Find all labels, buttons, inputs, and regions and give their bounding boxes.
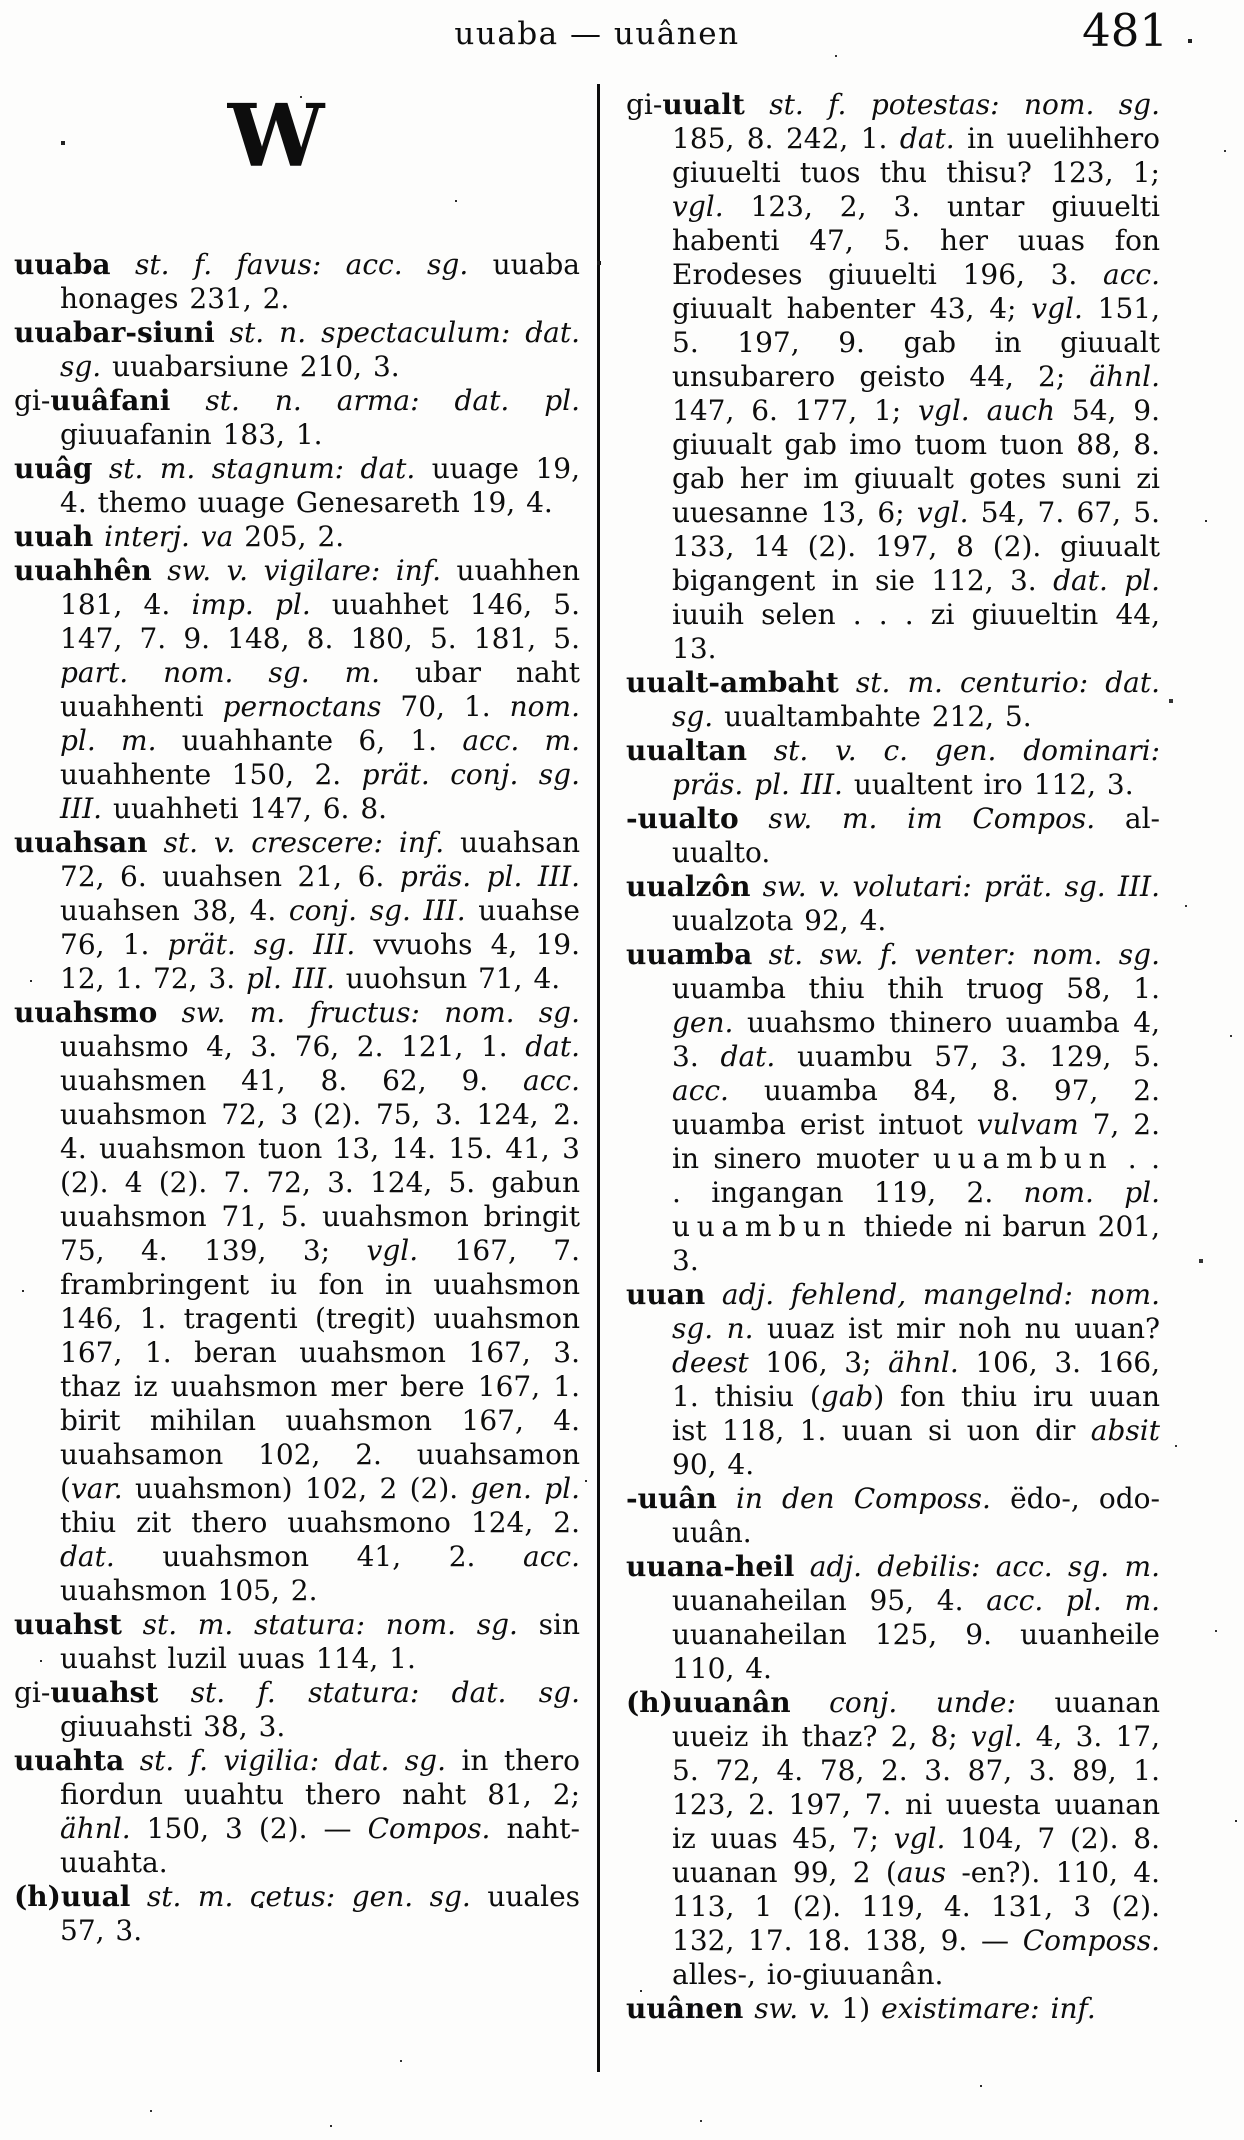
dictionary-entry — [626, 1550, 1160, 1686]
text-run: uuahhente 150, 2. — [60, 758, 362, 791]
text-run: st. f. potestas: nom. sg. — [744, 88, 1160, 121]
text-run: 7, 2. in sinero muoter — [672, 1108, 1160, 1175]
text-run: vgl. — [366, 1234, 419, 1267]
text-run: Compos. — [367, 1812, 491, 1845]
text-run: uuahsan 72, 6. uuahsen 21, 6. — [60, 826, 581, 893]
text-run: acc. — [1103, 258, 1160, 291]
dictionary-entry — [14, 1744, 580, 1880]
text-run: giuualt habenter 43, 4; — [672, 292, 1032, 325]
text-run: uuohsun 71, 4. — [334, 962, 561, 995]
headword: uuan — [626, 1278, 706, 1311]
text-run: thiu zit thero uuahsmono 124, 2. — [60, 1506, 580, 1539]
text-run: st. v. c. gen. dominari: präs. pl. III. — [672, 734, 1160, 801]
text-run: st. f. statura: dat. sg. — [158, 1676, 580, 1709]
text-run: uuabarsiune 210, 3. — [101, 350, 400, 383]
text-run: dat. — [899, 122, 955, 155]
text-run: nom. pl. — [1023, 1176, 1160, 1209]
text-run: sw. v. vigilare: inf. — [151, 554, 442, 587]
headword: uuâfani — [50, 384, 171, 417]
text-run: sw. m. im Compos. — [738, 802, 1096, 835]
text-run: dat. — [525, 1030, 580, 1063]
text-run: 123, 2, 3. untar giuuelti habenti 47, 5. her uuas fon Erodeses giuuelti 196, 3. — [672, 190, 1160, 291]
text-run: st. sw. f. venter: nom. sg. — [752, 938, 1160, 971]
text-run: thiede ni barun 201, 3. — [672, 1210, 1160, 1277]
text-run: gab — [820, 1380, 874, 1413]
text-run: uuahhet 146, 5. 147, 7. 9. 148, 8. 180, 5. 181, 5. — [60, 588, 580, 655]
headword: uuâg — [14, 452, 93, 485]
text-run: uuahsmo 4, 3. 76, 2. 121, 1. — [60, 1030, 526, 1063]
text-run: adj. fehlend, mangelnd: nom. sg. n. — [672, 1278, 1160, 1345]
dictionary-entry — [14, 1608, 580, 1676]
text-run: 104, 7 (2). 8. uuanan 99, 2 ( — [672, 1822, 1160, 1889]
text-run: präs. pl. III. — [399, 860, 580, 893]
dictionary-entry — [14, 554, 580, 826]
dictionary-entry — [626, 870, 1160, 938]
dictionary-entry — [626, 1992, 1160, 2026]
headword: uuah — [14, 520, 94, 553]
text-run: uuambu 57, 3. 129, 5. — [775, 1040, 1160, 1073]
dictionary-entry — [14, 248, 580, 316]
text-run: uualtambahte 212, 5. — [713, 700, 1032, 733]
text-run: uuahhante 6, 1. — [156, 724, 463, 757]
text-run: acc. pl. m. — [986, 1584, 1161, 1617]
text-run: 54, 7. 67, 5. 133, 14 (2). 197, 8 (2). giuualt bigangent in sie 112, 3. — [672, 496, 1160, 597]
text-run: interj. va — [93, 520, 234, 553]
headword: -uuân — [626, 1482, 717, 1515]
text-run: pernoctans — [222, 690, 382, 723]
text-run: st. f. favus: acc. sg. — [110, 248, 469, 281]
text-run: uuamba thiu thih truog 58, 1. — [672, 972, 1160, 1005]
text-run: sin uuahst luzil uuas 114, 1. — [60, 1608, 580, 1675]
text-run: part. nom. sg. m. — [60, 656, 381, 689]
text-run: uuahsen 38, 4. — [60, 894, 289, 927]
text-run: uuaba honages 231, 2. — [60, 248, 580, 315]
text-run: uuambun — [672, 1210, 853, 1243]
headword: uuahst — [14, 1608, 122, 1641]
text-run: 90, 4. — [672, 1448, 755, 1481]
text-run: sw. m. fructus: nom. sg. — [157, 996, 580, 1029]
text-run: var. — [70, 1472, 123, 1505]
dictionary-entry — [626, 938, 1160, 1278]
headword: uuaba — [14, 248, 111, 281]
text-run: st. v. crescere: inf. — [147, 826, 445, 859]
text-run: 151, 5. 197, 9. gab in giuualt unsubarero geisto 44, 2; — [672, 292, 1160, 393]
text-run: deest — [672, 1346, 749, 1379]
text-run: existimare: inf. — [881, 1992, 1096, 2025]
text-run: ubar naht uuahhenti — [60, 656, 580, 723]
text-run: uuahsmo thinero uuamba 4, 3. — [672, 1006, 1160, 1073]
text-run: in den Composs. — [716, 1482, 991, 1515]
text-run: st. m. statura: nom. sg. — [121, 1608, 518, 1641]
dictionary-entry — [14, 1676, 580, 1744]
text-run: aus — [896, 1856, 946, 1889]
text-run: sw. v. volutari: prät. sg. III. — [750, 870, 1160, 903]
text-run: uuanaheilan 95, 4. — [672, 1584, 987, 1617]
text-run: st. n. spectaculum: dat. sg. — [60, 316, 580, 383]
text-run: uuanaheilan 125, 9. uuanheile 110, 4. — [672, 1618, 1160, 1685]
text-run: dat. — [60, 1540, 115, 1573]
text-run: in uuelihhero giuuelti tuos thu thisu? 123, 1; — [672, 122, 1160, 189]
text-run: 54, 9. giuualt gab imo tuom tuon 88, 8. gab her im giuualt gotes suni zi uuesanne 13, 6; — [672, 394, 1160, 529]
headword: uuana-heil — [626, 1550, 795, 1583]
text-run: giuuafanin 183, 1. — [60, 418, 323, 451]
headword: uuabar-siuni — [14, 316, 215, 349]
dictionary-entry — [14, 316, 580, 384]
running-title: uuaba — uuânen — [454, 16, 740, 52]
text-run: uuales 57, 3. — [60, 1880, 581, 1947]
text-run: 70, 1. — [381, 690, 510, 723]
text-run: vulvam — [976, 1108, 1079, 1141]
text-run: gi- — [14, 384, 51, 417]
text-run: uuamba 84, 8. 97, 2. uuamba erist intuot — [672, 1074, 1160, 1141]
text-run: vgl. auch — [918, 394, 1056, 427]
text-run: gen. — [672, 1006, 734, 1039]
text-run: uuambun — [933, 1142, 1114, 1175]
text-run: prät. conj. sg. III. — [60, 758, 580, 825]
text-run: uuahsmon 105, 2. — [60, 1574, 318, 1607]
text-run: acc. — [523, 1064, 580, 1097]
headword: uuahsan — [14, 826, 148, 859]
text-run: ähnl. — [1089, 360, 1160, 393]
text-run: 4, 3. 17, 5. 72, 4. 78, 2. 3. 87, 3. 89, 1. 123, 2. 197, 7. ni uuesta uuanan iz uuas 45, 7; — [672, 1720, 1160, 1855]
text-run: iuuih selen . . . zi giuueltin 44, 13. — [672, 598, 1160, 665]
dictionary-entry — [14, 996, 580, 1608]
text-run: pl. III. — [246, 962, 335, 995]
dictionary-entry — [626, 88, 1160, 666]
column-right — [626, 88, 1160, 2026]
text-run: gen. pl. — [470, 1472, 581, 1505]
text-run: uualzota 92, 4. — [672, 904, 887, 937]
text-run: 167, 7. frambringent iu fon in uuahsmon 146, 1. tragenti (tregit) uuahsmon 167, 1. beran uuahsmon 167, 3. thaz iz uuahsmon mer bere 167, 1. birit mihilan uuahsmon 167, 4. uuahsamon 102, 2. uuahsamon ( — [60, 1234, 580, 1505]
headword: uuamba — [626, 938, 753, 971]
dictionary-entry — [626, 1686, 1160, 1992]
text-run: st. m. stagnum: dat. — [92, 452, 416, 485]
headword: uualt-ambaht — [626, 666, 839, 699]
text-run: prät. sg. III. — [167, 928, 356, 961]
text-run: gi- — [626, 88, 663, 121]
text-run: al-uualto. — [672, 802, 1160, 869]
headword: (h)uual — [14, 1880, 131, 1913]
text-run: nom. pl. m. — [60, 690, 580, 757]
text-run: in thero fiordun uuahtu thero naht 81, 2; — [60, 1744, 580, 1811]
text-run: uualtent iro 112, 3. — [842, 768, 1134, 801]
text-run: vgl. — [893, 1822, 946, 1855]
dictionary-entry — [626, 1482, 1160, 1550]
text-run: acc. — [672, 1074, 729, 1107]
text-run: dat. — [720, 1040, 776, 1073]
text-run: 205, 2. — [233, 520, 345, 553]
dictionary-entry — [626, 666, 1160, 734]
text-run: ähnl. — [888, 1346, 959, 1379]
text-run: uuaz ist mir noh nu uuan? — [753, 1312, 1160, 1345]
text-run: uuahhen 181, 4. — [60, 554, 580, 621]
text-run: conj. sg. III. — [288, 894, 466, 927]
page-number: 481 — [1082, 4, 1168, 57]
text-run: naht-uuahta. — [60, 1812, 580, 1879]
dictionary-entry — [14, 520, 580, 554]
section-letter: W — [227, 86, 325, 187]
scan-noise-specks — [0, 0, 2, 2]
text-run: vgl. — [672, 190, 724, 223]
text-run: dat. pl. — [1053, 564, 1160, 597]
column-left — [14, 248, 580, 1948]
headword: uualzôn — [626, 870, 751, 903]
text-run: 106, 3; — [748, 1346, 889, 1379]
text-run: uuahse 76, 1. — [60, 894, 580, 961]
text-run: st. n. arma: dat. pl. — [170, 384, 580, 417]
text-run: uuage 19, 4. themo uuage Genesareth 19, 4. — [60, 452, 580, 519]
text-run: st. m. cetus: gen. sg. — [130, 1880, 471, 1913]
text-run: 147, 6. 177, 1; — [672, 394, 919, 427]
text-run: -en?). 110, 4. 113, 1 (2). 119, 4. 131, 3 (2). 132, 17. 18. 138, 9. — — [672, 1856, 1160, 1957]
text-run: 106, 3. 166, 1. thisiu ( — [672, 1346, 1160, 1413]
text-run: uuahsmon 72, 3 (2). 75, 3. 124, 2. 4. uuahsmon tuon 13, 14. 15. 41, 3 (2). 4 (2). 7. 72, 3. 124, 5. gabun uuahsmon 71, 5. uuahsmon bringit 75, 4. 139, 3; — [60, 1098, 580, 1267]
text-run: gi- — [14, 1676, 51, 1709]
text-run: 150, 3 (2). — — [130, 1812, 368, 1845]
dictionary-entry — [626, 1278, 1160, 1482]
text-run: conj. unde: — [790, 1686, 1016, 1719]
text-run: imp. pl. — [191, 588, 311, 621]
headword: uualtan — [626, 734, 747, 767]
text-run: vvuohs 4, 19. 12, 1. 72, 3. — [60, 928, 581, 995]
text-run: vgl. — [1031, 292, 1083, 325]
text-run: absit — [1090, 1414, 1160, 1447]
dictionary-entry — [626, 802, 1160, 870]
text-run: vgl. — [916, 496, 969, 529]
text-run: adj. debilis: acc. sg. m. — [794, 1550, 1160, 1583]
text-run: acc. m. — [462, 724, 581, 757]
text-run: vgl. — [970, 1720, 1023, 1753]
dictionary-entry — [14, 826, 580, 996]
text-run: uuahsmen 41, 8. 62, 9. — [60, 1064, 524, 1097]
headword: uualt — [662, 88, 745, 121]
text-run: 1) — [830, 1992, 882, 2025]
headword: (h)uuanân — [626, 1686, 791, 1719]
dictionary-entry — [14, 1880, 580, 1948]
text-run: ) fon thiu iru uuan ist 118, 1. uuan si uon dir — [672, 1380, 1161, 1447]
text-run: ähnl. — [60, 1812, 131, 1845]
headword: uuahhên — [14, 554, 152, 587]
headword: -uualto — [626, 802, 739, 835]
dictionary-entry — [14, 452, 580, 520]
headword: uuahta — [14, 1744, 125, 1777]
text-run: sw. v. — [743, 1992, 831, 2025]
text-run: giuuahsti 38, 3. — [60, 1710, 286, 1743]
headword: uuahst — [50, 1676, 159, 1709]
text-run: ëdo-, odo-uuân. — [672, 1482, 1160, 1549]
text-run: Composs. — [1022, 1924, 1160, 1957]
text-run: st. f. vigilia: dat. sg. — [124, 1744, 446, 1777]
text-run: 185, 8. 242, 1. — [672, 122, 900, 155]
column-divider-rule — [597, 84, 600, 2072]
text-run: alles-, io-giuuanân. — [672, 1958, 944, 1991]
text-run: uuahheti 147, 6. 8. — [102, 792, 388, 825]
text-run: uuahsmon 41, 2. — [114, 1540, 524, 1573]
text-run: acc. — [523, 1540, 580, 1573]
text-run: uuanan uueiz ih thaz? 2, 8; — [672, 1686, 1161, 1753]
text-run: . . . ingangan 119, 2. — [672, 1142, 1160, 1209]
headword: uuânen — [626, 1992, 744, 2025]
dictionary-entry — [14, 384, 580, 452]
headword: uuahsmo — [14, 996, 158, 1029]
dictionary-entry — [626, 734, 1160, 802]
text-run: st. m. centurio: dat. sg. — [672, 666, 1160, 733]
text-run: uuahsmon) 102, 2 (2). — [122, 1472, 471, 1505]
